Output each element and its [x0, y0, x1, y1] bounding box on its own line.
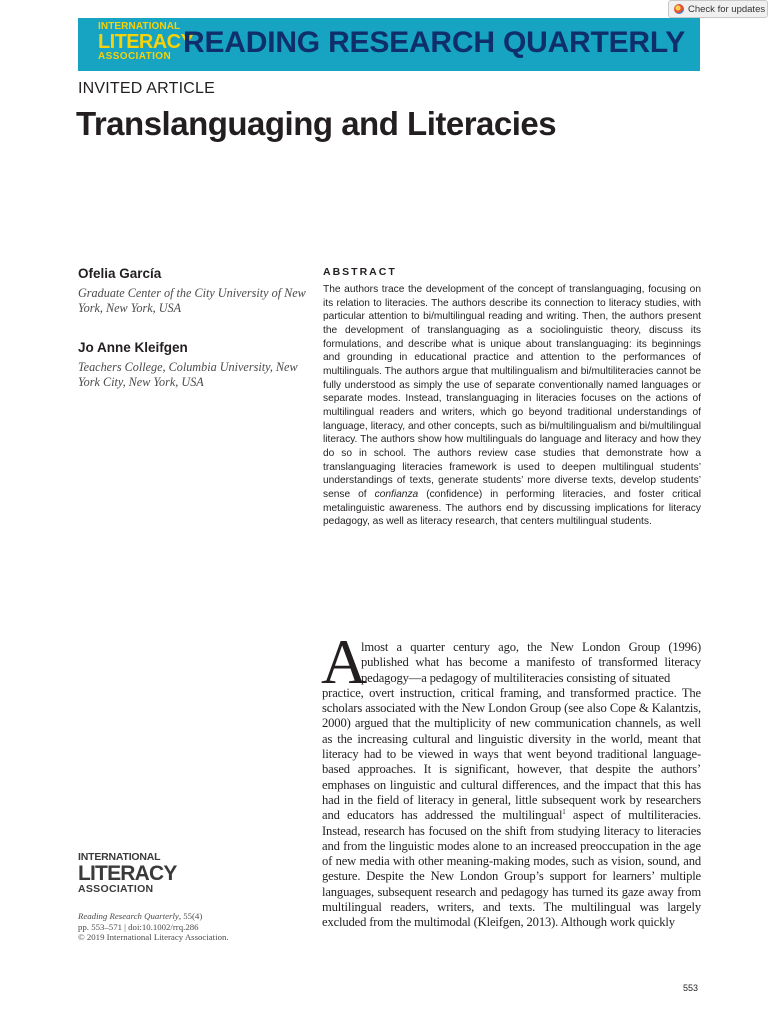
citation-copyright: © 2019 International Literacy Association.: [78, 932, 229, 942]
body-intro: lmost a quarter century ago, the New London Group (1996) published what has become a manifesto of transformed literacy pedagogy—a pedagogy of multiliteracies consisting of situated: [361, 640, 701, 685]
logo-line-3: ASSOCIATION: [98, 51, 172, 62]
footnote-marker[interactable]: 1: [562, 808, 566, 817]
abstract-text: [323, 283, 701, 529]
body-text-part-1: practice, overt instruction, critical framing, and transformed practice. The scholars associated with the New London Group (see also Cope & Kalantzis, 2000) argued that the multiplicity of new communication channels, as well as the increasing cultural and linguistic diversity in the world, meant that literacy had to be viewed in ways that went beyond traditional language-based approaches. It is significant, however, that despite the authors’ emphases on linguistic and cultural differences, and the impact that this has had in the field of literacy in general, little subsequent work by researchers and educators has addressed the multilingual: [322, 685, 701, 823]
citation-journal-line: [78, 911, 278, 922]
footer-logo-line-2: LITERACY: [78, 861, 177, 885]
body-text-part-2: aspect of multiliteracies. Instead, research has focused on the shift from studying literacy to literacies and from the linguistic modes alone to an increased preoccupation in the age of new media with other meaning-making modes, such as vision, sound, and gesture. Despite the New London Group’s support for learners’ multiple languages, subsequent research and pedagogy has turned its gaze away from multilingual readers, writers, and texts. The multilingual was largely excluded from the multimodal (Kleifgen, 2013). Although work quickly: [322, 808, 701, 930]
citation-volume: , 55(4): [178, 911, 203, 921]
abstract-text-part-1: The authors trace the development of the concept of translanguaging, focusing on its relation to literacies. The authors describe its connection to literacy studies, with particular attention to bi/multilingual reading and writing. Then, the authors present the development of translanguaging as a sociolinguistic theory, discuss its formulations, and describe what is unique about translanguaging: its beginnings and grounding in educational practice and attention to the performances of multilinguals. The authors argue that multilingualism and bi/multiliteracies cannot be fully understood as simply the use of separate conventionally named languages or separate modes. Instead, translanguaging in literacies focuses on the actions of multilingual readers and writers, which go beyond traditional understandings of language, literacy, and other concepts, such as bi/multilingualism and bi/multilingual literacy. The authors show how multilinguals do language and literacy and how they do so in school. The authors review case studies that demonstrate how a translanguaging literacies framework is used to deepen multilingual students’ understandings of texts, generate students’ more diverse texts, develop students’ sense of: [323, 284, 701, 500]
footer-logo-line-3: ASSOCIATION: [78, 882, 154, 895]
check-for-updates-button[interactable]: [668, 0, 768, 18]
author-name-2: Jo Anne Kleifgen: [78, 340, 188, 355]
footer-logo-line-1: INTERNATIONAL: [78, 851, 161, 863]
author-affiliation-1: Graduate Center of the City University of New York, New York, USA: [78, 286, 306, 315]
body-paragraph: [322, 640, 701, 931]
check-for-updates-label: Check for updates: [688, 3, 766, 15]
abstract-heading: ABSTRACT: [323, 266, 397, 278]
ila-header-logo: [98, 21, 194, 67]
journal-title: READING RESEARCH QUARTERLY: [183, 26, 686, 59]
author-name-1: Ofelia García: [78, 266, 162, 281]
citation-journal: Reading Research Quarterly: [78, 911, 179, 921]
author-affiliation-2: Teachers College, Columbia University, New York City, New York, USA: [78, 360, 298, 389]
ila-footer-logo: [78, 852, 177, 894]
abstract-italic-term: confianza: [374, 488, 419, 500]
logo-line-2: LITERACY: [98, 31, 194, 53]
drop-cap: A: [321, 626, 368, 697]
article-type: INVITED ARTICLE: [78, 80, 215, 97]
logo-line-1: INTERNATIONAL: [98, 21, 181, 32]
crossmark-icon: [674, 4, 684, 14]
abstract-text-part-2: (confidence) in performing literacies, and foster critical metalinguistic awareness. The authors end by discussing implications for literacy pedagogy, as well as literacy research, that centers multilingual students.: [323, 488, 702, 528]
article-title: Translanguaging and Literacies: [76, 105, 557, 142]
citation-block: [78, 911, 278, 943]
citation-doi[interactable]: pp. 553–571 | doi:10.1002/rrq.286: [78, 921, 199, 932]
page-number: 553: [683, 983, 699, 993]
